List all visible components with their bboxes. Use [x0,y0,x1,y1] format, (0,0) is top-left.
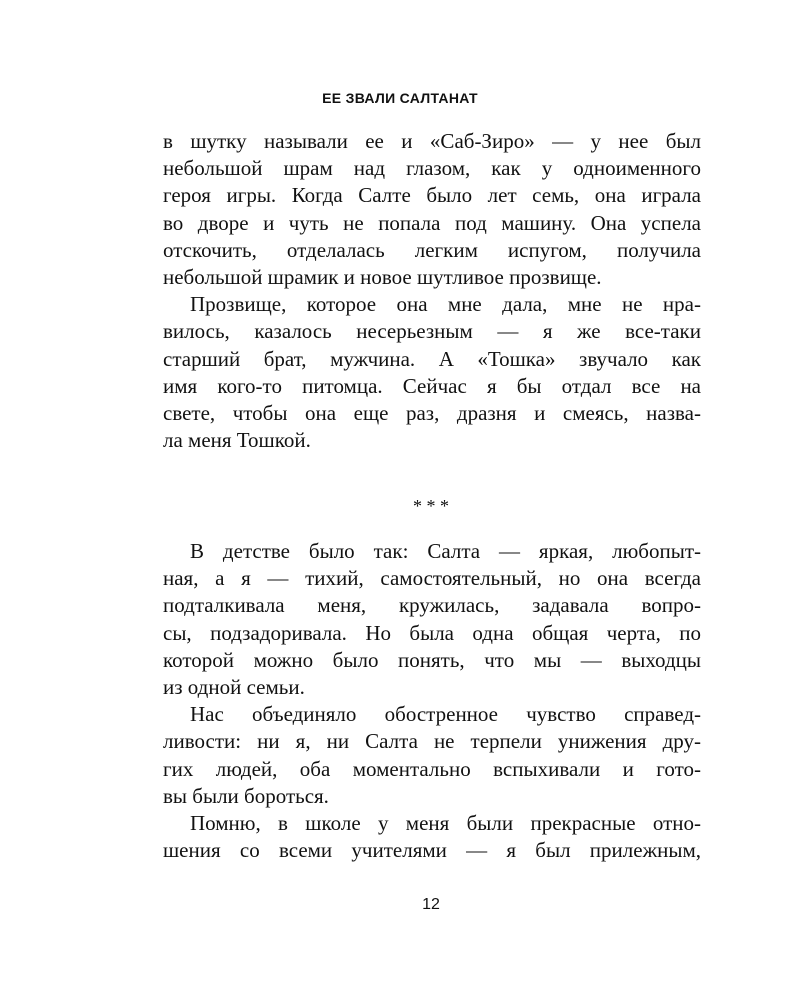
text-line: во дворе и чуть не попала под машину. Она успела [163,210,701,235]
running-head: ЕЕ ЗВАЛИ САЛТАНАТ [322,90,478,106]
text-line: героя игры. Когда Салте было лет семь, она играла [163,183,701,208]
paragraph [163,810,701,864]
text-line: небольшой шрамик и новое шутливое прозвище. [163,264,602,289]
text-line: имя кого-то питомца. Сейчас я бы отдал все на [163,373,701,398]
text-line: которой можно было понять, что мы — выходцы [163,647,701,672]
text-line: вы были бороться. [163,783,329,808]
text-line: свете, чтобы она еще раз, дразня и смеясь, назва- [163,400,701,425]
text-line: отскочить, отделалась легким испугом, получила [163,237,701,262]
page-number: 12 [422,896,440,913]
paragraph [163,538,701,701]
text-block-upper [163,128,701,454]
paragraph [163,701,701,810]
paragraph [163,128,701,291]
text-line: старший брат, мужчина. А «Тошка» звучало как [163,346,701,371]
text-line: небольшой шрам над глазом, как у одноименного [163,156,701,181]
text-block-lower [163,538,701,864]
paragraph [163,291,701,454]
text-line: в шутку называли ее и «Саб-Зиро» — у нее был [163,129,701,153]
text-line: Помню, в школе у меня были прекрасные отно- [190,810,701,835]
text-line: Нас объединяло обостренное чувство справед- [190,702,701,727]
text-line: В детстве было так: Салта — яркая, любопыт- [190,539,701,563]
section-separator: * * * [413,496,449,516]
text-line: Прозвище, которое она мне дала, мне не нра- [190,292,701,317]
text-line: ла меня Тошкой. [163,428,311,453]
text-line: ливости: ни я, ни Салта не терпели унижения дру- [163,729,701,754]
text-line: гих людей, оба моментально вспыхивали и гото- [163,756,701,781]
text-line: ная, а я — тихий, самостоятельный, но она всегда [163,566,701,591]
text-line: сы, подзадоривала. Но была одна общая черта, по [163,620,701,645]
text-line: подталкивала меня, кружилась, задавала вопро- [163,593,701,618]
text-line: из одной семьи. [163,674,305,699]
text-line: вилось, казалось несерьезным — я же все-таки [163,319,701,344]
text-line: шения со всеми учителями — я был прилежным, [163,838,701,863]
